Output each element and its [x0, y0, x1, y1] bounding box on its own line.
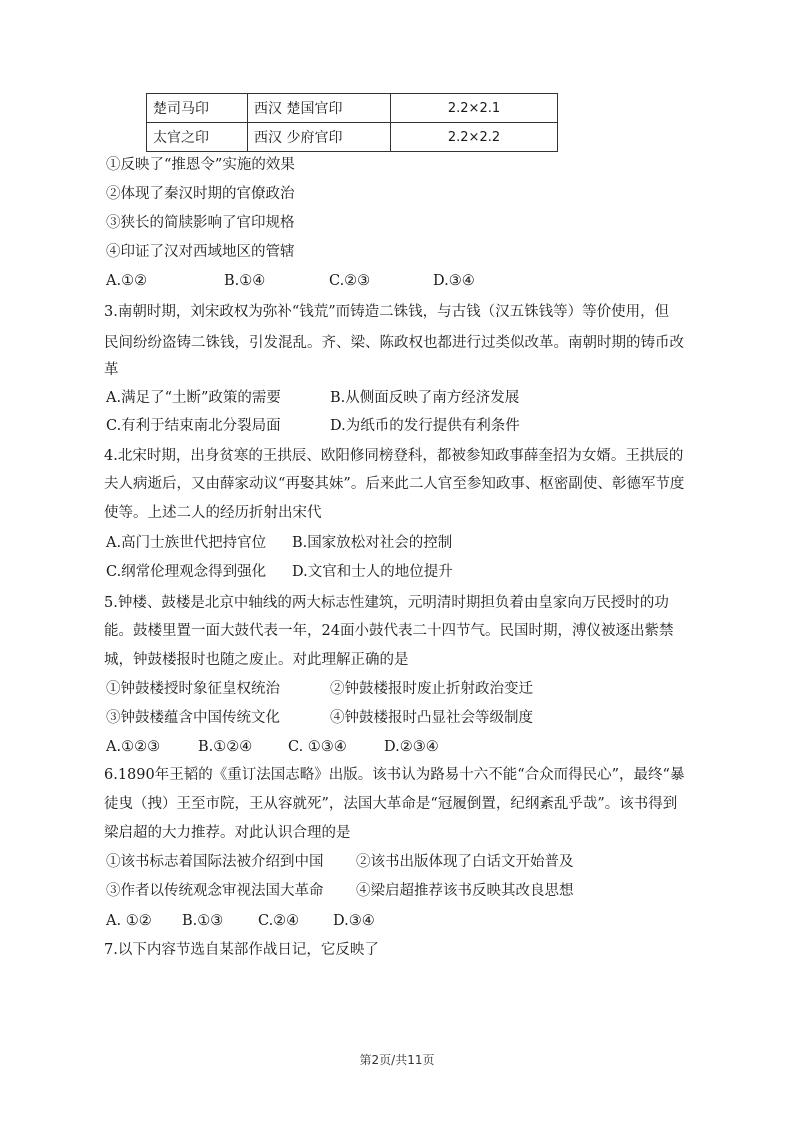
- page-number: 第2页/共11页: [359, 1053, 435, 1067]
- q5-stem-line-2: 能。鼓楼里置一面大鼓代表一年，24面小鼓代表二十四节气。民国时期，溥仪被逐出紫禁: [104, 623, 674, 639]
- table-row: [147, 94, 558, 123]
- q5-option-d: D.②③④: [384, 739, 439, 755]
- q5-statement-3: ③钟鼓楼蕴含中国传统文化: [106, 710, 280, 726]
- seal-size: 2.2×2.2: [391, 123, 558, 152]
- q5-statement-1: ①钟鼓楼授时象征皇权统治: [106, 681, 280, 697]
- seal-name: 太官之印: [147, 123, 248, 152]
- q5-statement-2: ②钟鼓楼报时废止折射政治变迁: [330, 681, 533, 697]
- q5-option-a: A.①②③: [106, 739, 161, 755]
- q2-statement-4: ④印证了汉对西域地区的管辖: [106, 244, 295, 260]
- q3-stem-line-2: 民间纷纷盗铸二铢钱，引发混乱。齐、梁、陈政权也都进行过类似改革。南朝时期的铸币改: [104, 335, 684, 351]
- q2-option-d: D.③④: [433, 273, 475, 289]
- q7-stem-line-1: 7.以下内容节选自某部作战日记，它反映了: [104, 942, 379, 958]
- q4-option-c: C.纲常伦理观念得到强化: [106, 564, 267, 580]
- q5-statement-4: ④钟鼓楼报时凸显社会等级制度: [330, 710, 533, 726]
- q3-option-a: A.满足了“土断”政策的需要: [106, 390, 281, 406]
- q6-stem-line-2: 徒曳（拽）王至市院，王从容就死”，法国大革命是“冠履倒置，纪纲紊乱乎哉”。该书得到: [104, 796, 678, 812]
- q5-option-b: B.①②④: [198, 739, 253, 755]
- q3-option-c: C.有利于结束南北分裂局面: [106, 418, 281, 434]
- q6-statement-1: ①该书标志着国际法被介绍到中国: [106, 854, 324, 870]
- q6-option-c: C.②④: [258, 913, 300, 929]
- q3-option-d: D.为纸币的发行提供有利条件: [330, 418, 520, 434]
- q6-stem-line-3: 梁启超的大力推荐。对此认识合理的是: [104, 825, 351, 841]
- q4-stem-line-3: 使等。上述二人的经历折射出宋代: [104, 505, 322, 521]
- q2-statement-1: ①反映了“推恩令”实施的效果: [106, 157, 295, 173]
- q5-stem-line-3: 城，钟鼓楼报时也随之废止。对此理解正确的是: [104, 652, 409, 668]
- q6-statement-4: ④梁启超推荐该书反映其改良思想: [356, 883, 574, 899]
- q4-stem-line-1: 4.北宋时期，出身贫寒的王拱辰、欧阳修同榜登科，都被参知政事薛奎招为女婿。王拱辰的: [104, 448, 684, 464]
- q5-stem-line-1: 5.钟楼、鼓楼是北京中轴线的两大标志性建筑，元明清时期担负着由皇家向万民授时的功: [104, 595, 669, 611]
- seal-table: [146, 93, 558, 152]
- q4-option-a: A.高门士族世代把持官位: [106, 535, 267, 551]
- seal-era: 西汉 少府官印: [248, 123, 391, 152]
- q5-option-c: C. ①③④: [288, 739, 347, 755]
- table-row: [147, 123, 558, 152]
- q3-stem-line-1: 3.南朝时期，刘宋政权为弥补“钱荒”而铸造二铢钱，与古钱（汉五铢钱等）等价使用，但: [104, 304, 670, 320]
- seal-name: 楚司马印: [147, 94, 248, 123]
- q4-stem-line-2: 夫人病逝后，又由薛家动议“再娶其妹”。后来此二人官至参知政事、枢密副使、彰德军节度: [104, 476, 685, 492]
- q6-statement-2: ②该书出版体现了白话文开始普及: [356, 854, 574, 870]
- q4-option-b: B.国家放松对社会的控制: [292, 535, 453, 551]
- q6-option-a: A. ①②: [106, 913, 152, 929]
- q6-option-d: D.③④: [333, 913, 375, 929]
- q2-statement-3: ③狭长的简牍影响了官印规格: [106, 215, 295, 231]
- q2-statement-2: ②体现了秦汉时期的官僚政治: [106, 186, 295, 202]
- q3-option-b: B.从侧面反映了南方经济发展: [330, 390, 520, 406]
- q2-option-a: A.①②: [106, 273, 148, 289]
- q4-option-d: D.文官和士人的地位提升: [292, 564, 453, 580]
- q3-stem-line-3: 革: [104, 362, 119, 378]
- q2-option-c: C.②③: [329, 273, 371, 289]
- q6-option-b: B.①③: [182, 913, 224, 929]
- q2-option-b: B.①④: [224, 273, 266, 289]
- seal-size: 2.2×2.1: [391, 94, 558, 123]
- q6-stem-line-1: 6.1890年王韬的《重订法国志略》出版。该书认为路易十六不能“合众而得民心”，最终“暴: [104, 767, 685, 783]
- q6-statement-3: ③作者以传统观念审视法国大革命: [106, 883, 324, 899]
- seal-era: 西汉 楚国官印: [248, 94, 391, 123]
